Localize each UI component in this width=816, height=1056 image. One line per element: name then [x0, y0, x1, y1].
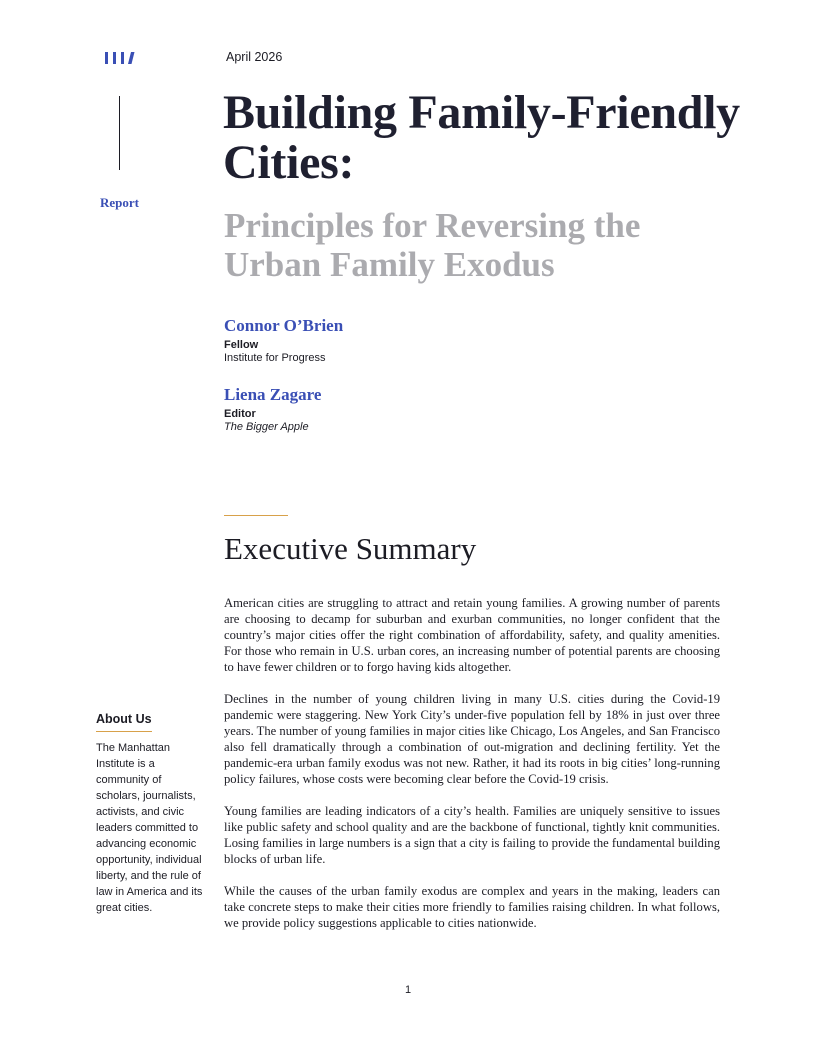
author-role: Fellow [224, 339, 259, 351]
section-heading: Executive Summary [224, 531, 477, 566]
publication-date: April 2026 [226, 50, 283, 64]
body-paragraph: American cities are struggling to attract and retain young families. A growing number of parents are choosing to decamp for suburban and exurban communities, no longer confident that the country’s major cities offer the right combination of affordability, safety, and quality amenities. For those who remain in U.S. urban cores, an increasing number of potential parents are choosing to have fewer children or to forgo having kids altogether. [224, 596, 720, 674]
author-block [224, 316, 343, 365]
page-title: Building Family-Friendly Cities: [223, 86, 740, 189]
about-text: The Manhattan Institute is a community of scholars, journalists, activists, and civic leaders committed to advancing economic opportunity, individual liberty, and the rule of law in America and its great cities. [96, 742, 203, 914]
author-role: Editor [224, 408, 256, 420]
section-accent-rule [224, 515, 288, 516]
page-subtitle: Principles for Reversing the Urban Family Exodus [224, 206, 641, 284]
page-number: 1 [404, 984, 412, 996]
executive-summary-body [224, 595, 720, 947]
author-organization: The Bigger Apple [224, 421, 309, 433]
author-block [224, 385, 321, 434]
sidebar-divider [119, 96, 120, 170]
body-paragraph: While the causes of the urban family exodus are complex and years in the making, leaders can take concrete steps to make their cities more friendly to families raising children. In what follows, we provide policy suggestions applicable to cities nationwide. [224, 884, 720, 930]
author-name: Liena Zagare [224, 385, 322, 404]
body-paragraph: Young families are leading indicators of a city’s health. Families are uniquely sensitive to issues like public safety and school quality and are the backbone of functional, tightly knit communities. Losing families in large numbers is a sign that a city is failing to provide the fundamental building blocks of urban life. [224, 804, 720, 866]
author-name: Connor O’Brien [224, 316, 344, 335]
about-accent-rule [96, 731, 152, 732]
body-paragraph: Declines in the number of young children living in many U.S. cities during the Covid-19 pandemic were staggering. New York City’s under-five population fell by 18% in just over three years. The number of young families in major cities like Chicago, Los Angeles, and San Francisco also fell dramatically through a combination of out-migration and declining fertility. Yet the pandemic-era urban family exodus was not new. Rather, it had its roots in big cities’ long-running policy failures, whose costs were becoming clear before the Covid-19 crisis. [224, 692, 720, 786]
about-heading: About Us [96, 712, 152, 726]
manhattan-institute-logo-icon [104, 50, 136, 66]
doc-type-label: Report [100, 195, 139, 210]
author-organization: Institute for Progress [224, 352, 326, 364]
